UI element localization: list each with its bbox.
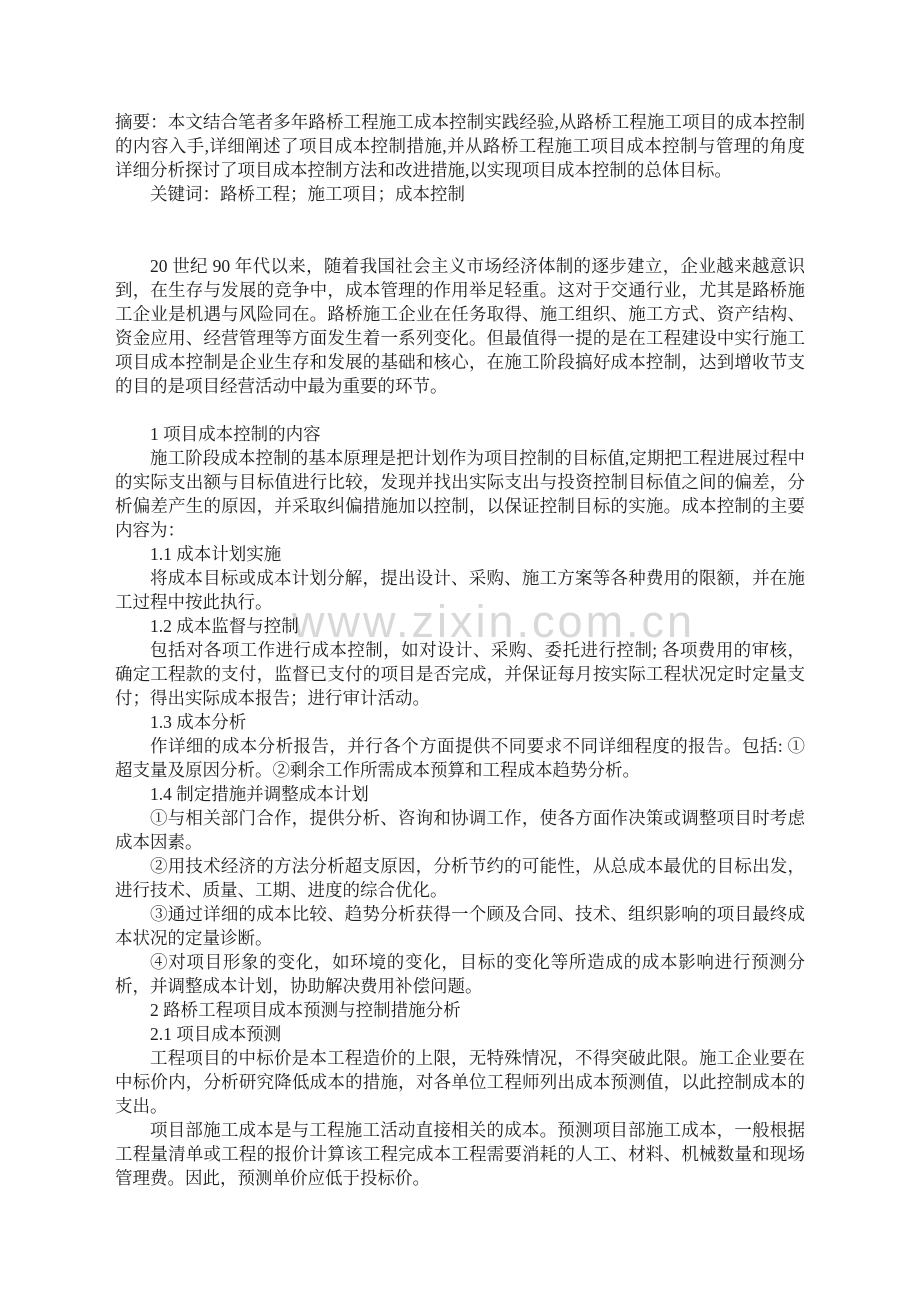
section-1-4-heading: 1.4 制定措施并调整成本计划 xyxy=(150,784,369,804)
section-1-3-heading: 1.3 成本分析 xyxy=(150,712,247,732)
numbered-item-3: ③通过详细的成本比较、趋势分析获得一个顾及合同、技术、组织影响的项目最终成本状况的定量诊断。 xyxy=(115,904,805,948)
section-2-heading: 2 路桥工程项目成本预测与控制措施分析 xyxy=(150,1000,461,1020)
numbered-item-1: ①与相关部门合作，提供分析、咨询和协调工作，使各方面作决策或调整项目时考虑成本因素。 xyxy=(115,808,805,852)
section-2-1-paragraph-2: 项目部施工成本是与工程施工活动直接相关的成本。预测项目部施工成本，一般根据工程量清单或工程的报价计算该工程完成本工程需要消耗的人工、材料、机械数量和现场管理费。因此，预测单价应低于投标价。 xyxy=(115,1120,805,1188)
abstract-paragraph: 摘要：本文结合笔者多年路桥工程施工成本控制实践经验,从路桥工程施工项目的成本控制的内容入手,详细阐述了项目成本控制措施,并从路桥工程施工项目成本控制与管理的角度详细分析探讨了项目成本控制方法和改进措施,以实现项目成本控制的总体目标。 xyxy=(115,112,805,180)
site-watermark: www.zixin.com.cn xyxy=(292,596,696,647)
document-body xyxy=(115,110,805,1190)
section-1-3-paragraph: 作详细的成本分析报告，并行各个方面提供不同要求不同详细程度的报告。包括: ①超支量及原因分析。②剩余工作所需成本预算和工程成本趋势分析。 xyxy=(115,736,805,780)
section-1-paragraph: 施工阶段成本控制的基本原理是把计划作为项目控制的目标值,定期把工程进展过程中的实际支出额与目标值进行比较，发现并找出实际支出与投资控制目标值之间的偏差，分析偏差产生的原因，并采取纠偏措施加以控制，以保证控制目标的实施。成本控制的主要内容为： xyxy=(115,448,805,540)
section-2-1-heading: 2.1 项目成本预测 xyxy=(150,1024,282,1044)
section-1-2-paragraph: 包括对各项工作进行成本控制，如对设计、采购、委托进行控制; 各项费用的审核，确定工程款的支付，监督已支付的项目是否完成，并保证每月按实际工程状况定时定量支付；得出实际成本报告；进行审计活动。 xyxy=(115,640,805,708)
keywords-line: 关键词：路桥工程；施工项目；成本控制 xyxy=(150,184,465,204)
intro-paragraph: 20 世纪 90 年代以来，随着我国社会主义市场经济体制的逐步建立，企业越来越意识到，在生存与发展的竞争中，成本管理的作用举足轻重。这对于交通行业，尤其是路桥施工企业是机遇与风险同在。路桥施工企业在任务取得、施工组织、施工方式、资产结构、资金应用、经营管理等方面发生着一系列变化。但最值得一提的是在工程建设中实行施工项目成本控制是企业生存和发展的基础和核心，在施工阶段搞好成本控制，达到增收节支的目的是项目经营活动中最为重要的环节。 xyxy=(115,256,805,396)
section-1-1-heading: 1.1 成本计划实施 xyxy=(150,544,282,564)
numbered-item-4: ④对项目形象的变化，如环境的变化，目标的变化等所造成的成本影响进行预测分析，并调整成本计划，协助解决费用补偿问题。 xyxy=(115,952,805,996)
numbered-item-2: ②用技术经济的方法分析超支原因，分析节约的可能性，从总成本最优的目标出发，进行技术、质量、工期、进度的综合优化。 xyxy=(115,856,805,900)
section-1-1-paragraph: 将成本目标或成本计划分解，提出设计、采购、施工方案等各种费用的限额，并在施工过程中按此执行。 xyxy=(115,568,805,612)
section-2-1-paragraph-1: 工程项目的中标价是本工程造价的上限，无特殊情况，不得突破此限。施工企业要在中标价内，分析研究降低成本的措施，对各单位工程师列出成本预测值，以此控制成本的支出。 xyxy=(115,1048,805,1116)
section-1-heading: 1 项目成本控制的内容 xyxy=(150,424,321,444)
section-1-2-heading: 1.2 成本监督与控制 xyxy=(150,616,299,636)
